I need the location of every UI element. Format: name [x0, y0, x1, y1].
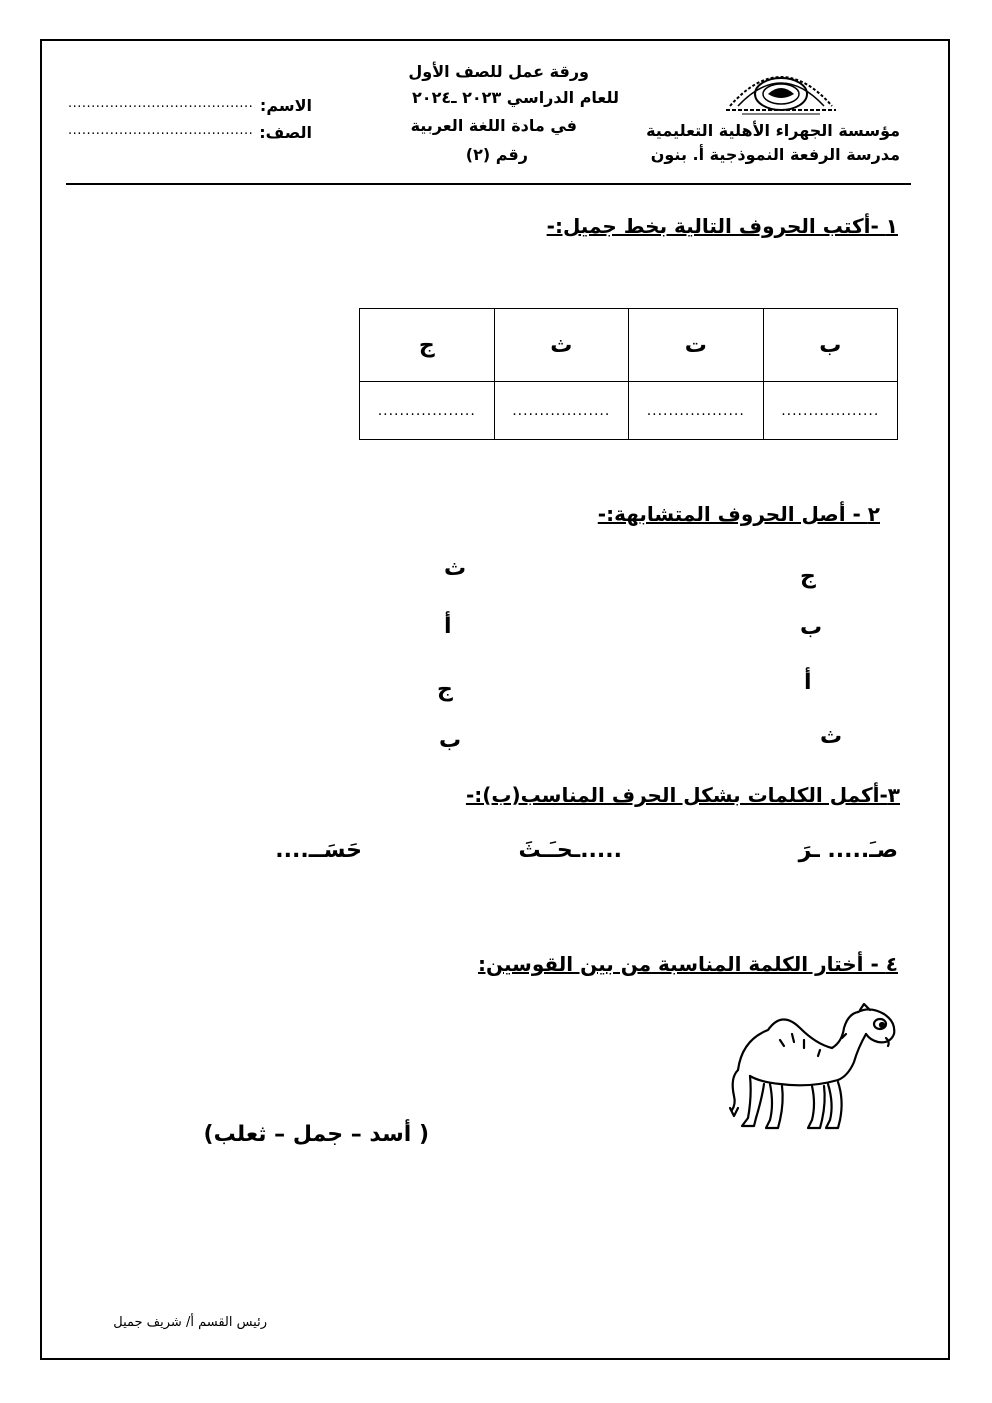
match-left-item[interactable]: ث [444, 556, 467, 581]
match-left-item[interactable]: ج [437, 677, 453, 702]
q3-title: ٣-أكمل الكلمات بشكل الحرف المناسب(ب):- [465, 783, 900, 807]
name-field[interactable]: ........................................ [68, 96, 254, 111]
letter-cell: ت [629, 309, 764, 382]
letter-cell: ب [763, 309, 898, 382]
class-label: الصف: [259, 123, 312, 142]
camel-icon [720, 1000, 898, 1135]
match-right-item[interactable]: ج [800, 564, 816, 589]
word-blank[interactable]: صـَ..... ـرَ [798, 838, 898, 863]
match-left-item[interactable]: أ [444, 614, 452, 639]
letters-table [359, 308, 898, 440]
match-left-item[interactable]: ب [439, 728, 462, 753]
header-divider [66, 183, 911, 185]
word-choices: ( أسد – جمل – ثعلب) [203, 1122, 429, 1147]
match-right-item[interactable]: ب [800, 615, 823, 640]
q2-title: ٢ - أصل الحروف المتشابهة:- [597, 502, 880, 526]
academic-year: للعام الدراسي ٢٠٢٣ ـ٢٠٢٤ [412, 88, 619, 107]
subject: في مادة اللغة العربية [410, 116, 577, 135]
institution-name: مؤسسة الجهراء الأهلية التعليمية [646, 121, 900, 140]
writing-blank[interactable]: .................. [494, 382, 629, 440]
q4-title: ٤ - أختار الكلمة المناسبة من بين القوسين: [477, 952, 898, 976]
word-blank[interactable]: حَسَــ.... [275, 838, 362, 863]
match-right-item[interactable]: أ [804, 670, 812, 695]
class-field[interactable]: ........................................ [68, 123, 254, 138]
writing-blank[interactable]: .................. [629, 382, 764, 440]
word-blank[interactable]: .....ـحـَـثَ [518, 838, 622, 863]
worksheet-title: ورقة عمل للصف الأول [408, 62, 589, 81]
letter-cell: ث [494, 309, 629, 382]
match-right-item[interactable]: ث [820, 724, 843, 749]
school-logo-icon [722, 56, 840, 118]
worksheet-number: رقم (٢) [465, 145, 528, 164]
name-label: الاسم: [259, 96, 312, 115]
letter-cell: ج [360, 309, 495, 382]
writing-blank[interactable]: .................. [763, 382, 898, 440]
school-name: مدرسة الرفعة النموذجية أ. بنون [650, 145, 900, 164]
q1-title: ١ -أكتب الحروف التالية بخط جميل:- [546, 214, 898, 238]
department-head-signature: رئيس القسم أ/ شريف جميل [113, 1315, 267, 1330]
writing-blank[interactable]: .................. [360, 382, 495, 440]
